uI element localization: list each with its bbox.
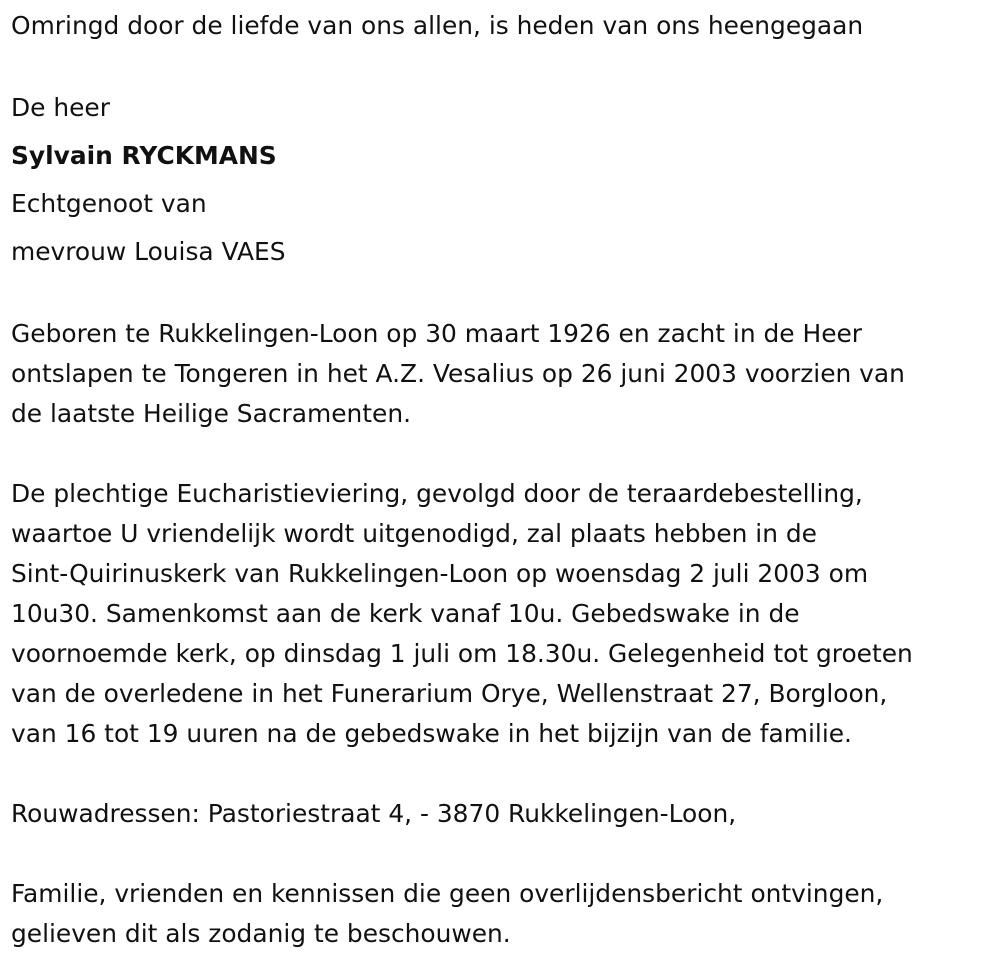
text-line: voornoemde kerk, op dinsdag 1 juli om 18.30u. Gelegenheid tot groeten	[11, 639, 913, 668]
closing-paragraph	[11, 874, 996, 954]
text-line: gelieven dit als zodanig te beschouwen.	[11, 919, 511, 948]
text-line: De plechtige Eucharistieviering, gevolgd door de teraardebestelling,	[11, 479, 863, 508]
text-line: de laatste Heilige Sacramenten.	[11, 399, 411, 428]
address-paragraph	[11, 794, 996, 834]
salutation	[11, 84, 996, 132]
spouse-line: mevrouw Louisa VAES	[11, 237, 286, 266]
text-line: Geboren te Rukkelingen-Loon op 30 maart 1926 en zacht in de Heer	[11, 319, 863, 348]
spacer	[11, 754, 996, 794]
intro-line: Omringd door de liefde van ons allen, is heden van ons heengegaan	[11, 11, 864, 40]
spacer	[11, 46, 996, 86]
spacer	[11, 434, 996, 474]
birth-death-paragraph	[11, 314, 996, 434]
intro-text	[11, 0, 996, 46]
text-line: Sint-Quirinuskerk van Rukkelingen-Loon op woensdag 2 juli 2003 om	[11, 559, 869, 588]
address-line: Rouwadressen: Pastoriestraat 4, - 3870 Rukkelingen-Loon,	[11, 799, 737, 828]
deceased-name-line: Sylvain RYCKMANS	[11, 141, 277, 170]
spacer	[11, 834, 996, 874]
spouse	[11, 228, 996, 276]
text-line: Familie, vrienden en kennissen die geen overlijdensbericht ontvingen,	[11, 879, 884, 908]
relation	[11, 180, 996, 228]
relation-line: Echtgenoot van	[11, 189, 207, 218]
death-notice	[11, 0, 996, 954]
text-line: 10u30. Samenkomst aan de kerk vanaf 10u. Gebedswake in de	[11, 599, 800, 628]
text-line: van de overledene in het Funerarium Orye, Wellenstraat 27, Borgloon,	[11, 679, 888, 708]
deceased-name	[11, 132, 996, 180]
salutation-line: De heer	[11, 93, 110, 122]
ceremony-paragraph	[11, 474, 996, 754]
text-line: van 16 tot 19 uuren na de gebedswake in het bijzijn van de familie.	[11, 719, 852, 748]
text-line: ontslapen te Tongeren in het A.Z. Vesalius op 26 juni 2003 voorzien van	[11, 359, 905, 388]
spacer	[11, 276, 996, 316]
text-line: waartoe U vriendelijk wordt uitgenodigd, zal plaats hebben in de	[11, 519, 817, 548]
